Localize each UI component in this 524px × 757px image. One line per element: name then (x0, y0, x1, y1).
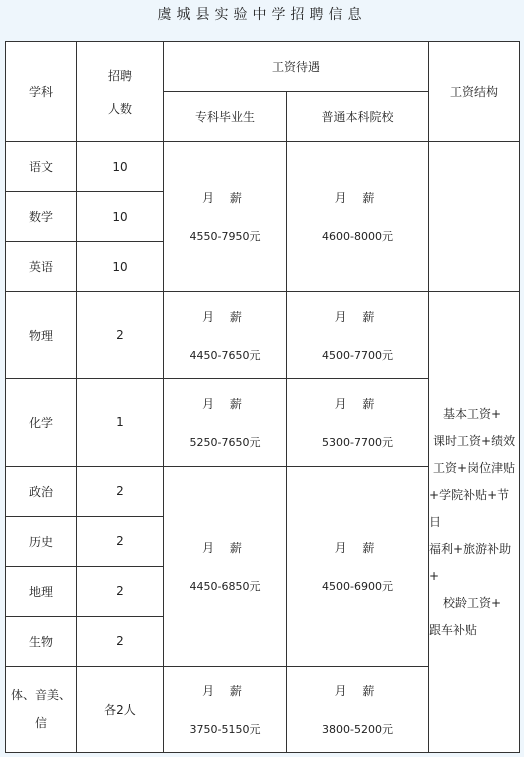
header-undergrad: 普通本科院校 (287, 92, 429, 142)
subject-name: 化学 (6, 379, 77, 466)
subject-name: 数学 (6, 192, 77, 242)
page-title: 虞城县实验中学招聘信息 (157, 7, 367, 23)
recruit-count: 2 (77, 466, 164, 516)
header-recruit-line2: 人数 (107, 101, 132, 116)
subject-name: 生物 (6, 616, 77, 666)
header-junior-college: 专科毕业生 (164, 92, 287, 142)
structure-line: +学院补贴+节日 (429, 487, 510, 529)
recruit-count: 10 (77, 242, 164, 292)
salary-label: 月 薪 (334, 396, 381, 411)
salary-structure-cell (429, 292, 520, 753)
college-pay-cell (164, 142, 287, 292)
structure-line: 基本工资+ (443, 406, 502, 421)
subject-name: 地理 (6, 566, 77, 616)
salary-label: 月 薪 (334, 191, 381, 206)
recruit-count: 2 (77, 292, 164, 379)
salary-amount: 4600-8000元 (322, 230, 393, 244)
salary-label: 月 薪 (202, 396, 248, 411)
college-pay-cell (164, 666, 287, 752)
college-pay-cell (164, 466, 287, 666)
salary-label: 月 薪 (202, 191, 248, 206)
structure-line: 福利+旅游补助+ (429, 541, 512, 583)
recruit-count: 2 (77, 616, 164, 666)
structure-line: 课时工资+绩效 (433, 433, 516, 448)
salary-label: 月 薪 (334, 540, 381, 555)
table-row (6, 142, 520, 192)
undergrad-pay-cell (287, 666, 429, 752)
subject-name: 语文 (6, 142, 77, 192)
table-row (6, 292, 520, 379)
salary-label: 月 薪 (334, 683, 381, 698)
header-salary: 工资待遇 (164, 42, 429, 92)
structure-line: 工资+岗位津贴 (433, 460, 516, 475)
salary-amount: 3750-5150元 (189, 722, 261, 736)
salary-amount: 4450-7650元 (189, 348, 261, 362)
recruit-count: 10 (77, 142, 164, 192)
salary-amount: 4500-6900元 (322, 579, 393, 593)
college-pay-cell (164, 379, 287, 466)
header-recruit-line1: 招聘 (107, 68, 132, 83)
salary-label: 月 薪 (202, 309, 248, 324)
subject-name: 体、音美、信 (6, 666, 77, 752)
header-structure: 工资结构 (429, 42, 520, 142)
recruit-count: 1 (77, 379, 164, 466)
undergrad-pay-cell (287, 379, 429, 466)
recruit-count: 2 (77, 516, 164, 566)
subject-name: 物理 (6, 292, 77, 379)
structure-line: 校龄工资+ (443, 595, 502, 610)
subject-name: 历史 (6, 516, 77, 566)
salary-amount: 4450-6850元 (189, 579, 261, 593)
undergrad-pay-cell (287, 466, 429, 666)
undergrad-pay-cell (287, 142, 429, 292)
recruitment-table (5, 41, 520, 753)
salary-label: 月 薪 (334, 309, 381, 324)
header-subject: 学科 (6, 42, 77, 142)
undergrad-pay-cell (287, 292, 429, 379)
structure-empty-cell (429, 142, 520, 292)
structure-line: 跟车补贴 (429, 622, 478, 637)
college-pay-cell (164, 292, 287, 379)
header-recruit-count (77, 42, 164, 142)
subject-name: 英语 (6, 242, 77, 292)
salary-amount: 3800-5200元 (322, 722, 393, 736)
recruit-count: 2 (77, 566, 164, 616)
subject-name: 政治 (6, 466, 77, 516)
recruit-count: 各2人 (77, 666, 164, 752)
salary-label: 月 薪 (202, 540, 248, 555)
salary-amount: 5300-7700元 (322, 435, 393, 449)
salary-amount: 4500-7700元 (322, 348, 393, 362)
recruit-count: 10 (77, 192, 164, 242)
salary-label: 月 薪 (202, 683, 248, 698)
salary-amount: 5250-7650元 (189, 435, 261, 449)
salary-amount: 4550-7950元 (189, 230, 261, 244)
